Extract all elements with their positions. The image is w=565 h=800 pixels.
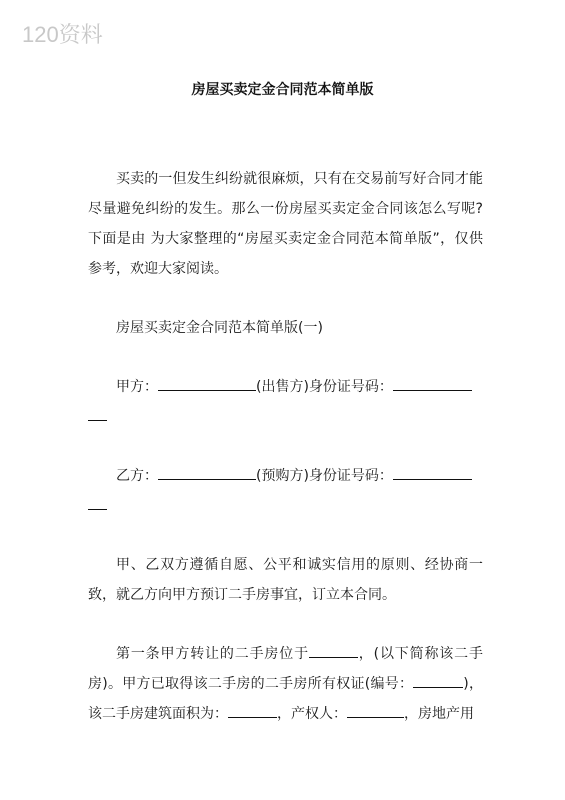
party-b-name-blank — [158, 464, 256, 480]
party-b-id-blank-continued — [88, 493, 107, 510]
certificate-number-blank — [413, 672, 463, 688]
section-title: 房屋买卖定金合同范本简单版(一) — [116, 320, 323, 336]
article-1-part-1: 第一条甲方转让的二手房位于 — [116, 646, 309, 662]
preamble-paragraph: 甲、乙双方遵循自愿、公平和诚实信用的原则、经协商一致，就乙方向甲方预订二手房事宜，订立本合同。 — [88, 557, 483, 603]
owner-blank — [347, 702, 404, 718]
party-a-role: (出售方)身份证号码： — [256, 379, 393, 395]
location-blank — [309, 642, 358, 658]
area-blank — [228, 702, 277, 718]
watermark-logo: 120资料 — [22, 22, 103, 47]
party-a-label: 甲方： — [116, 379, 158, 395]
party-b-label: 乙方： — [116, 468, 158, 484]
article-1-part-5: ，房地产用 — [404, 706, 474, 722]
party-a-name-blank — [158, 375, 256, 391]
party-a-line — [88, 372, 483, 432]
party-b-role: (预购方)身份证号码： — [256, 468, 393, 484]
document-title: 房屋买卖定金合同范本简单版 — [191, 82, 374, 98]
article-1-paragraph — [88, 639, 483, 729]
party-b-id-blank — [393, 464, 472, 480]
intro-paragraph: 买卖的一但发生纠纷就很麻烦，只有在交易前写好合同才能尽量避免纠纷的发生。那么一份房屋买卖定金合同该怎么写呢?下面是由 为大家整理的“房屋买卖定金合同范本简单版”，仅供参考，欢迎大家阅读。 — [88, 171, 483, 277]
article-1-part-3: )，该二手房建筑面积为： — [88, 676, 483, 722]
party-a-id-blank — [393, 375, 472, 391]
article-1-part-2: ，(以下简称该二手房)。甲方已取得该二手房的二手房所有权证(编号： — [88, 646, 483, 692]
party-b-line — [88, 461, 483, 521]
article-1-part-4: ，产权人： — [277, 706, 347, 722]
document-body — [88, 164, 483, 729]
party-a-id-blank-continued — [88, 404, 107, 421]
